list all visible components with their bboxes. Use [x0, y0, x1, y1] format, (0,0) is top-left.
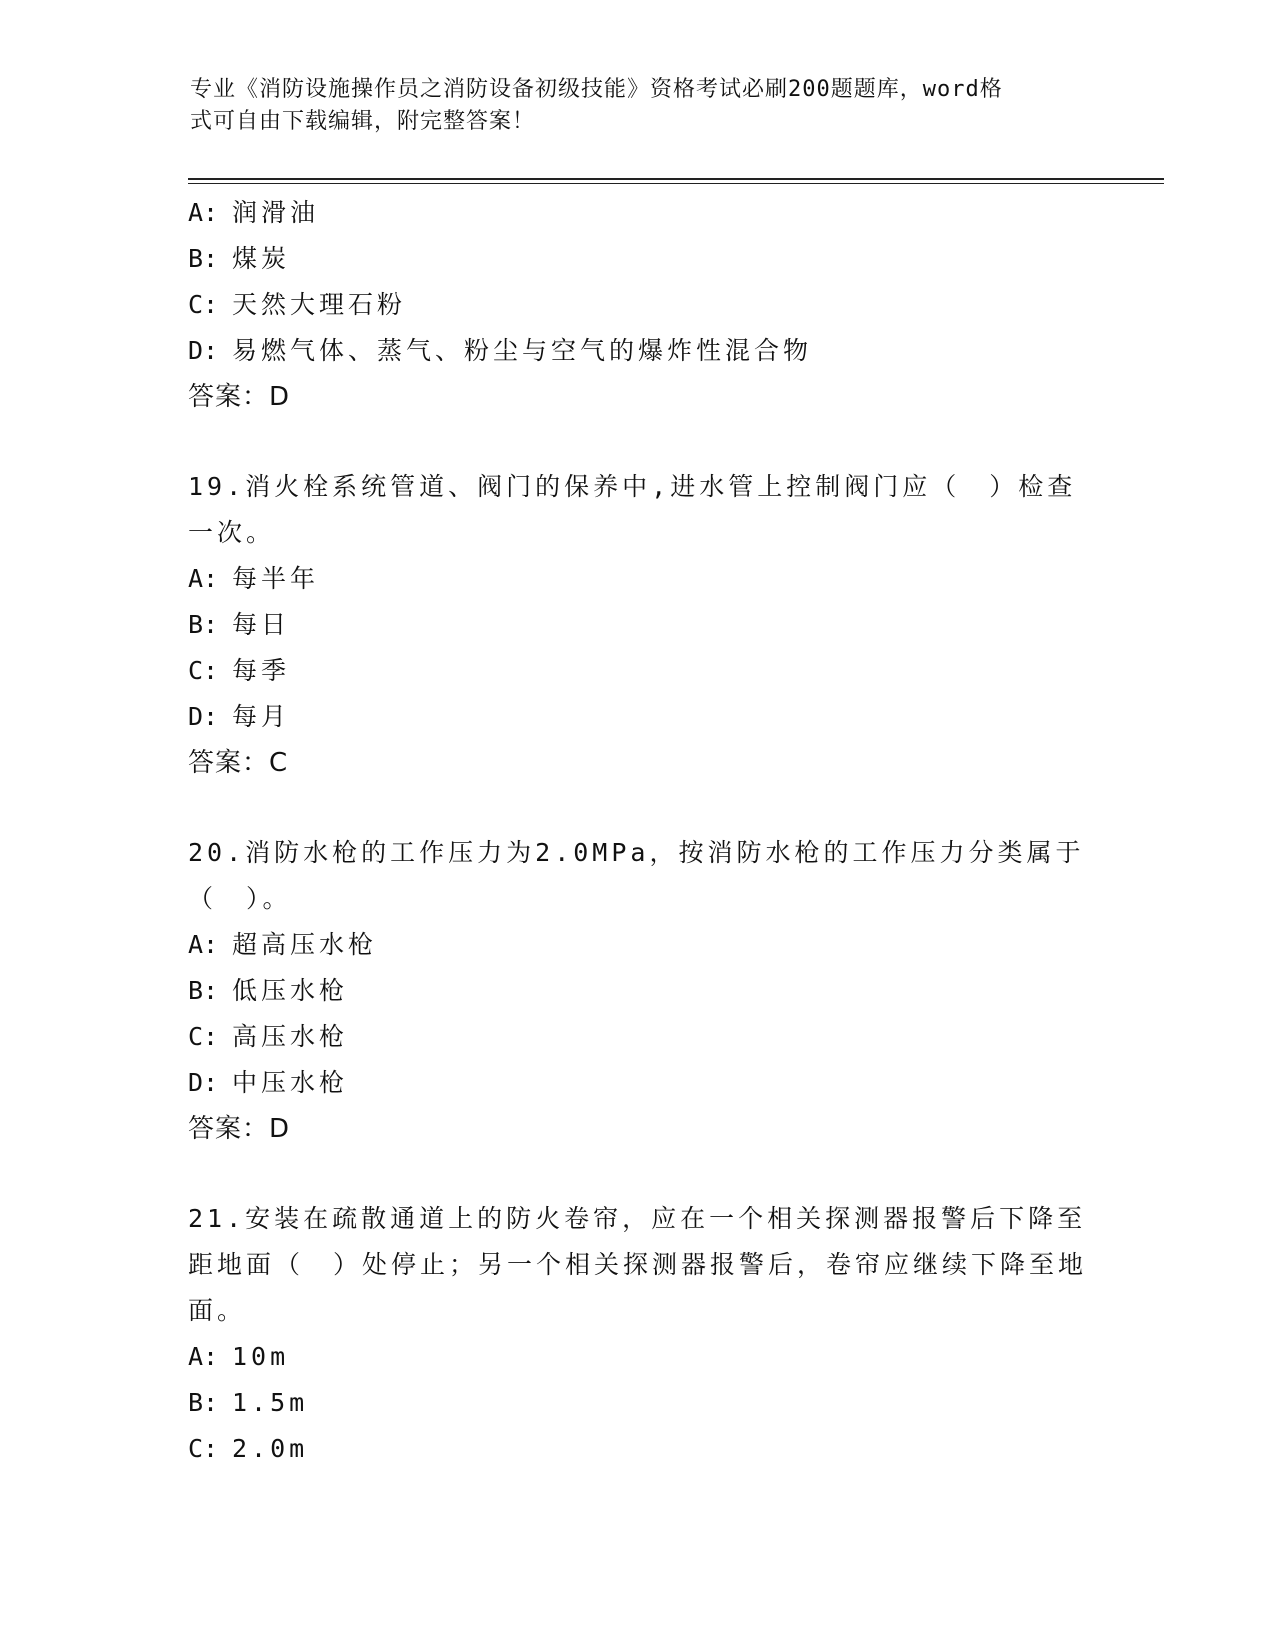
header-line-2: 式可自由下载编辑，附完整答案！: [190, 109, 536, 134]
option-c: [188, 1014, 1088, 1060]
option-text: 天然大理石粉: [232, 290, 407, 319]
option-key: C:: [188, 656, 219, 685]
option-text: 每月: [232, 702, 291, 731]
option-key: B:: [188, 976, 219, 1005]
option-c: [188, 648, 1088, 694]
header-divider-thin: [188, 183, 1164, 184]
option-text: 超高压水枪: [232, 930, 378, 959]
header-divider-thick: [188, 178, 1164, 180]
question-title: 20.消防水枪的工作压力为2.0MPa，按消防水枪的工作压力分类属于（ ）。: [188, 838, 1085, 913]
option-key: A:: [188, 1342, 219, 1371]
option-text: 每半年: [232, 564, 320, 593]
option-text: 每日: [232, 610, 291, 639]
question-21: [188, 1196, 1088, 1472]
option-text: 高压水枪: [232, 1022, 349, 1051]
option-text: 煤炭: [232, 244, 291, 273]
option-a: [188, 1334, 1088, 1380]
document-header: [190, 74, 1090, 138]
option-d: [188, 694, 1088, 740]
option-a: [188, 556, 1088, 602]
option-c: [188, 1426, 1088, 1472]
option-key: B:: [188, 1388, 219, 1417]
option-key: A:: [188, 198, 219, 227]
option-key: D:: [188, 1068, 219, 1097]
option-key: C:: [188, 290, 219, 319]
question-list: [188, 190, 1088, 1472]
answer-line: 答案：D: [188, 1114, 291, 1144]
question-18: [188, 190, 1088, 420]
option-key: D:: [188, 336, 219, 365]
question-19: [188, 464, 1088, 786]
option-a: [188, 190, 1088, 236]
option-key: D:: [188, 702, 219, 731]
option-d: [188, 1060, 1088, 1106]
option-key: C:: [188, 1022, 219, 1051]
option-text: 每季: [232, 656, 291, 685]
option-d: [188, 328, 1088, 374]
option-text: 10m: [232, 1342, 290, 1371]
option-b: [188, 602, 1088, 648]
answer-line: 答案：C: [188, 748, 289, 778]
option-text: 中压水枪: [232, 1068, 349, 1097]
option-b: [188, 236, 1088, 282]
option-text: 低压水枪: [232, 976, 349, 1005]
option-b: [188, 1380, 1088, 1426]
question-title: 21.安装在疏散通道上的防火卷帘，应在一个相关探测器报警后下降至距地面（ ）处停止；另一个相关探测器报警后，卷帘应继续下降至地面。: [188, 1204, 1088, 1325]
header-line-1: 专业《消防设施操作员之消防设备初级技能》资格考试必刷200题题库，word格: [190, 77, 1003, 102]
option-key: C:: [188, 1434, 219, 1463]
question-title: 19.消火栓系统管道、阀门的保养中,进水管上控制阀门应（ ）检查一次。: [188, 472, 1077, 547]
option-text: 2.0m: [232, 1434, 309, 1463]
option-key: A:: [188, 930, 219, 959]
option-c: [188, 282, 1088, 328]
option-text: 易燃气体、蒸气、粉尘与空气的爆炸性混合物: [232, 336, 813, 365]
question-20: [188, 830, 1088, 1152]
option-key: B:: [188, 244, 219, 273]
option-b: [188, 968, 1088, 1014]
option-text: 润滑油: [232, 198, 320, 227]
option-key: A:: [188, 564, 219, 593]
option-key: B:: [188, 610, 219, 639]
answer-line: 答案：D: [188, 382, 291, 412]
option-a: [188, 922, 1088, 968]
option-text: 1.5m: [232, 1388, 309, 1417]
